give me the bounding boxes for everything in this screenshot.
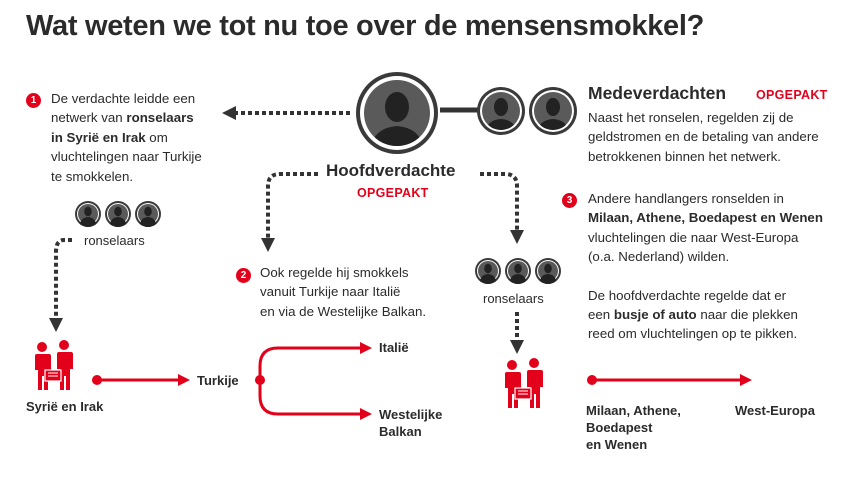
arrowhead-recruiters-right [510, 230, 524, 244]
arrowhead-turkey [178, 374, 190, 386]
arrowhead-italy [360, 342, 372, 354]
refugees-icon-right [500, 358, 548, 415]
co-suspect-avatar-1 [476, 86, 526, 141]
arrowhead-people-right [510, 340, 524, 354]
arrow-to-recruiters-right [480, 174, 517, 230]
recruiters-left-avatars [74, 200, 162, 233]
arrow-recruiters-to-syria [56, 240, 72, 318]
place-italy: Italië [379, 340, 409, 355]
place-western-balkan: Westelijke Balkan [379, 407, 443, 439]
place-syria-iraq: Syrië en Irak [26, 399, 104, 414]
arrowhead-point2 [261, 238, 275, 252]
place-cities: Milaan, Athene, Boedapest en Wenen [586, 403, 681, 452]
refugees-icon-left [30, 340, 78, 397]
point-2-text: Ook regelde hij smokkels vanuit Turkije naar Italië en via de Westelijke Balkan. [260, 265, 427, 319]
main-suspect-avatar [354, 70, 440, 161]
point-3-text: Andere handlangers ronselden in Milaan, Athene, Boedapest en Wenen vluchtelingen die naar West-Europa (o.a. Nederland) wilden. De hoofdverdachte regelde dat er een busje of auto naar die plekken reed om vluchtelingen op te pikken. [588, 191, 823, 342]
arrowhead-balkan [360, 408, 372, 420]
main-suspect-status: OPGEPAKT [357, 186, 429, 200]
point-1-badge: 1 [26, 93, 41, 108]
co-suspects-text: Naast het ronselen, regelden zij de geldstromen en de betaling van andere betrokkenen binnen het netwerk. [588, 110, 819, 164]
point-2-badge: 2 [236, 268, 251, 283]
arrowhead-point1 [222, 106, 236, 120]
point-1-text: De verdachte leidde een netwerk van ronselaars in Syrië en Irak om vluchtelingen naar Turkije te smokkelen. [51, 91, 202, 184]
arrow-to-point2 [268, 174, 318, 238]
place-west-europe: West-Europa [735, 403, 815, 418]
place-turkey: Turkije [197, 373, 239, 388]
arrowhead-west-europe [740, 374, 752, 386]
route-to-balkan [260, 380, 362, 414]
recruiters-right-avatars [474, 257, 562, 290]
recruiters-right-label: ronselaars [483, 291, 544, 306]
route-to-italy [260, 348, 362, 380]
page-title: Wat weten we tot nu toe over de mensensmokkel? [26, 10, 705, 42]
co-suspect-avatar-2 [528, 86, 578, 141]
co-suspects-status: OPGEPAKT [756, 88, 828, 102]
arrowhead-syria [49, 318, 63, 332]
co-suspects-label: Medeverdachten [588, 83, 727, 103]
point-3-badge: 3 [562, 193, 577, 208]
recruiters-left-label: ronselaars [84, 233, 145, 248]
main-suspect-label: Hoofdverdachte [326, 161, 456, 180]
